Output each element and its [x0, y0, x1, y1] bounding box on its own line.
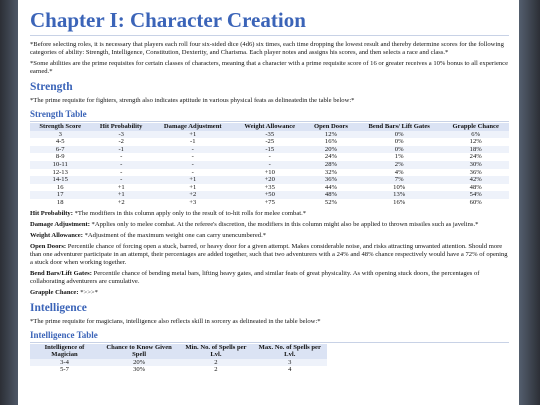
table-cell: +2: [152, 191, 234, 199]
strength-heading: Strength: [30, 81, 73, 93]
col-header: Chance to Know Given Spell: [99, 344, 179, 359]
table-cell: -: [234, 161, 306, 169]
table-cell: 42%: [442, 176, 509, 184]
table-cell: 24%: [442, 153, 509, 161]
table-cell: -: [152, 146, 234, 154]
table-cell: -: [90, 176, 152, 184]
table-cell: +1: [152, 176, 234, 184]
table-cell: 0%: [356, 131, 442, 139]
note-weight-allowance: [30, 232, 509, 240]
col-header: Weight Allowance: [234, 123, 306, 131]
col-header: Max. No. of Spells per Lvl.: [253, 344, 327, 359]
table-cell: 0%: [356, 146, 442, 154]
table-cell: +1: [90, 184, 152, 192]
table-cell: 30%: [442, 161, 509, 169]
col-header: Min. No. of Spells per Lvl.: [179, 344, 252, 359]
table-cell: -15: [234, 146, 306, 154]
table-cell: 28%: [306, 161, 356, 169]
table-cell: -: [90, 153, 152, 161]
col-header: Grapple Chance: [442, 123, 509, 131]
intro-paragraph-1: *Before selecting roles, it is necessary that players each roll four six-sided dice (4d6) six times, each time dropping the lowest result and thereby determine scores for the following categories of ability: Strength, Intelligence, Constitution, Dexterity, and Charisma. Each player notes and assigns his scores, and then selects a race and class.*: [30, 41, 504, 56]
table-cell: 20%: [99, 359, 179, 367]
table-cell: 6%: [442, 131, 509, 139]
col-header: Strength Score: [30, 123, 90, 131]
note-term: Open Doors:: [30, 242, 67, 250]
table-cell: 20%: [306, 146, 356, 154]
table-cell: -: [152, 161, 234, 169]
table-row: [30, 131, 509, 139]
note-text: *Adjustment of the maximum weight one can carry unencumbered.*: [82, 231, 267, 239]
table-cell: -: [90, 169, 152, 177]
table-cell: 16%: [306, 138, 356, 146]
table-cell: -: [152, 169, 234, 177]
table-cell: +1: [152, 184, 234, 192]
table-cell: 52%: [306, 199, 356, 207]
table-cell: 3: [30, 131, 90, 139]
table-cell: 30%: [99, 366, 179, 374]
table-cell: 32%: [306, 169, 356, 177]
intelligence-table-title: Intelligence Table: [30, 330, 509, 343]
col-header: Intelligence of Magician: [30, 344, 99, 359]
table-cell: 2%: [356, 161, 442, 169]
table-cell: 3: [253, 359, 327, 367]
strength-description: *The prime requisite for fighters, strength also indicates aptitude in various physical feats as delineatedin the table below:*: [30, 97, 355, 104]
table-cell: 24%: [306, 153, 356, 161]
col-header: Damage Adjustment: [152, 123, 234, 131]
col-header: Bend Bars/ Lift Gates: [356, 123, 442, 131]
table-cell: 60%: [442, 199, 509, 207]
col-header: Hit Probability: [90, 123, 152, 131]
table-cell: 36%: [306, 176, 356, 184]
note-term: Weight Allowance:: [30, 231, 83, 239]
table-cell: 13%: [356, 191, 442, 199]
table-cell: 18: [30, 199, 90, 207]
table-cell: 0%: [356, 138, 442, 146]
table-row: [30, 176, 509, 184]
table-cell: -1: [152, 138, 234, 146]
intro-paragraph-2: *Some abilities are the prime requisites for certain classes of characters, meaning that a character with a prime requisite score of 16 or greater receives a 10% bonus to all experience earned.*: [30, 60, 509, 75]
strength-table-header-row: [30, 123, 509, 131]
table-cell: +1: [90, 191, 152, 199]
table-cell: +35: [234, 184, 306, 192]
intelligence-description: *The prime requisite for magicians, intelligence also reflects skill in sorcery as delineated in the table below:*: [30, 317, 321, 325]
note-term: Hit Probabilty:: [30, 209, 73, 217]
col-header: Open Doors: [306, 123, 356, 131]
table-row: [30, 199, 509, 207]
strength-table: [30, 123, 509, 207]
note-bend-bars: [30, 270, 509, 286]
note-term: Bend Bars/Lift Gates:: [30, 269, 92, 277]
table-cell: 4: [253, 366, 327, 374]
table-cell: 12-13: [30, 169, 90, 177]
table-cell: 12%: [306, 131, 356, 139]
table-cell: 44%: [306, 184, 356, 192]
table-cell: +20: [234, 176, 306, 184]
note-grapple-chance: [30, 289, 509, 297]
table-cell: 48%: [306, 191, 356, 199]
table-cell: -1: [90, 146, 152, 154]
strength-table-title: Strength Table: [30, 109, 509, 122]
table-cell: 2: [179, 359, 252, 367]
table-cell: 17: [30, 191, 90, 199]
intelligence-table-header-row: [30, 344, 327, 359]
table-cell: -2: [90, 138, 152, 146]
table-cell: 7%: [356, 176, 442, 184]
table-cell: +1: [152, 131, 234, 139]
note-damage-adjustment: [30, 221, 509, 229]
table-cell: -: [90, 161, 152, 169]
table-cell: +75: [234, 199, 306, 207]
note-open-doors: [30, 243, 509, 267]
table-row: [30, 153, 509, 161]
table-row: [30, 366, 327, 374]
intelligence-table: [30, 344, 327, 374]
table-row: [30, 161, 509, 169]
note-term: Grapple Chance:: [30, 288, 79, 296]
table-cell: 16: [30, 184, 90, 192]
table-cell: 8-9: [30, 153, 90, 161]
table-cell: -3: [90, 131, 152, 139]
table-cell: 10%: [356, 184, 442, 192]
table-cell: -: [234, 153, 306, 161]
note-hit-probability: [30, 210, 509, 218]
table-cell: 36%: [442, 169, 509, 177]
table-cell: 16%: [356, 199, 442, 207]
document-page: [18, 0, 519, 405]
table-row: [30, 138, 509, 146]
table-cell: 10-11: [30, 161, 90, 169]
table-cell: 4-5: [30, 138, 90, 146]
table-cell: -25: [234, 138, 306, 146]
table-row: [30, 146, 509, 154]
table-row: [30, 359, 327, 367]
table-cell: 4%: [356, 169, 442, 177]
table-cell: -: [152, 153, 234, 161]
note-text: Percentile chance of bending metal bars, lifting heavy gates, and similar feats of great physicality. As with opening stuck doors, the percentages of collaborating adventurers are cumulative.: [30, 269, 480, 285]
table-cell: 14-15: [30, 176, 90, 184]
table-row: [30, 191, 509, 199]
table-row: [30, 184, 509, 192]
table-cell: +3: [152, 199, 234, 207]
table-cell: 18%: [442, 146, 509, 154]
table-cell: 1%: [356, 153, 442, 161]
intelligence-heading: Intelligence: [30, 301, 87, 314]
note-text: Percentile chance of forcing open a stuck, barred, or heavy door for a given attempt. Makes considerable noise, and risks attracting unwanted attention. Should more than one adventurer participate in an attempt, their percentages are added together, such that two adventurers with a 24% and 48% chance respectively would have a 72% of opening a stuck door when working together.: [30, 242, 508, 266]
table-cell: 48%: [442, 184, 509, 192]
note-text: *The modifiers in this column apply only to the result of to-hit rolls for melee combat.*: [72, 209, 307, 217]
table-cell: 12%: [442, 138, 509, 146]
table-cell: 5-7: [30, 366, 99, 374]
note-text: *Applies only to melee combat. At the referee's discretion, the modifiers in this column might also be applied to thrown missiles such as javelins.*: [89, 220, 479, 228]
table-cell: 54%: [442, 191, 509, 199]
note-text: *>>>*: [78, 288, 98, 296]
chapter-title: Chapter I: Character Creation: [30, 8, 509, 36]
table-cell: +10: [234, 169, 306, 177]
table-cell: 2: [179, 366, 252, 374]
table-cell: 3-4: [30, 359, 99, 367]
table-row: [30, 169, 509, 177]
table-cell: +50: [234, 191, 306, 199]
table-cell: 6-7: [30, 146, 90, 154]
table-cell: -35: [234, 131, 306, 139]
note-term: Damage Adjustment:: [30, 220, 90, 228]
table-cell: +2: [90, 199, 152, 207]
